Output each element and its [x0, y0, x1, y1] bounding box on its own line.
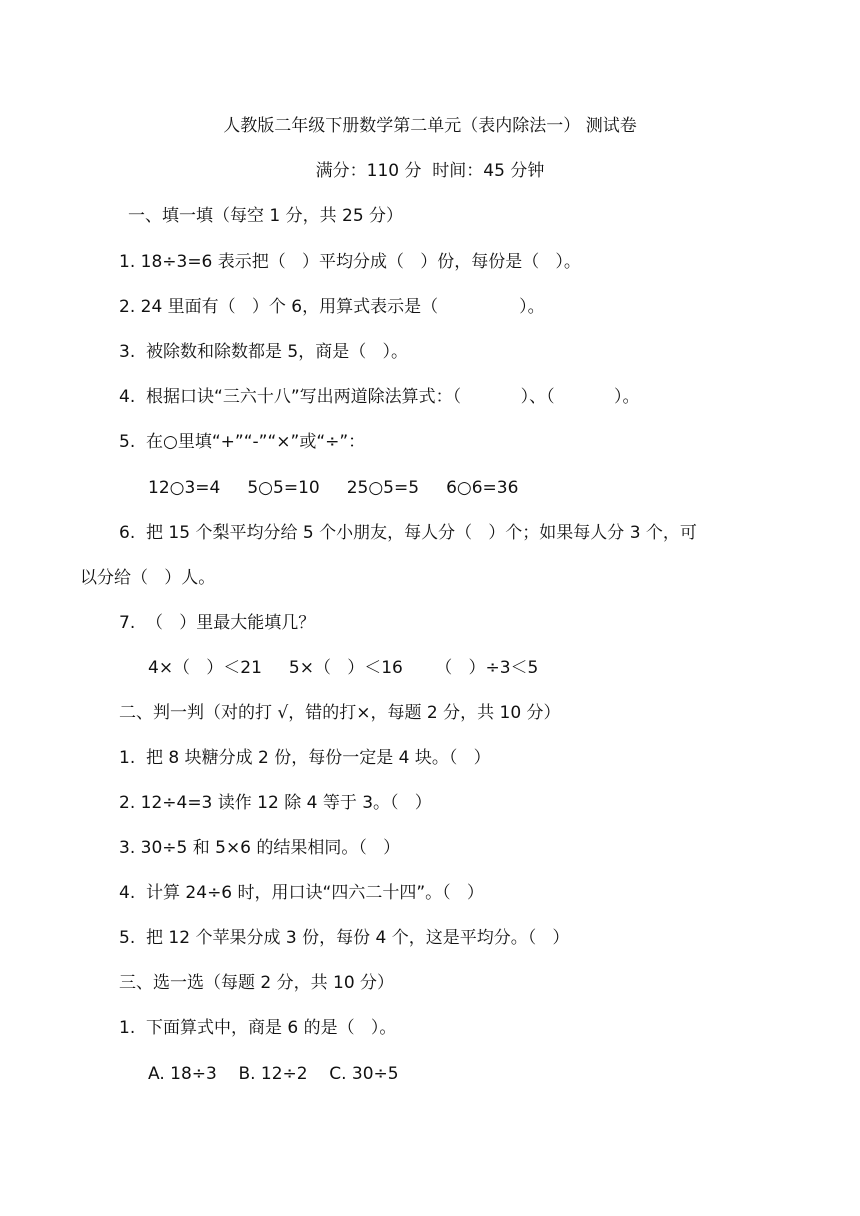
question-line: 4. 根据口诀“三六十八”写出两道除法算式：（ ）、（ ）。	[119, 387, 640, 407]
question-line: 4. 计算 24÷6 时，用口诀“四六二十四”。（ ）	[119, 883, 484, 903]
question-line: 7. （ ）里最大能填几？	[119, 613, 316, 633]
question-line-continued: 以分给（ ）人。	[80, 568, 216, 588]
question-line: 1. 下面算式中，商是 6 的是（ ）。	[119, 1018, 397, 1038]
question-subline: 12○3=4 5○5=10 25○5=5 6○6=36	[148, 478, 519, 498]
question-line: 1. 18÷3=6 表示把（ ）平均分成（ ）份，每份是（ ）。	[119, 252, 581, 272]
question-line: 3. 30÷5 和 5×6 的结果相同。（ ）	[119, 838, 401, 858]
question-line: 3. 被除数和除数都是 5，商是（ ）。	[119, 342, 408, 362]
question-line: 1. 把 8 块糖分成 2 份，每份一定是 4 块。（ ）	[119, 748, 491, 768]
question-line: 5. 在○里填“+”“-”“×”或“÷”：	[119, 432, 366, 452]
section-heading-fill-in: 一、填一填（每空 1 分，共 25 分）	[128, 206, 404, 226]
answer-options: A. 18÷3 B. 12÷2 C. 30÷5	[148, 1064, 399, 1084]
question-line: 5. 把 12 个苹果分成 3 份，每份 4 个，这是平均分。（ ）	[119, 928, 570, 948]
question-line: 2. 24 里面有（ ）个 6，用算式表示是（ ）。	[119, 297, 545, 317]
section-heading-multiple-choice: 三、选一选（每题 2 分，共 10 分）	[119, 973, 395, 993]
question-subline: 4×（ ）＜21 5×（ ）＜16 （ ）÷3＜5	[148, 658, 539, 678]
page-subtitle: 满分：110 分 时间：45 分钟	[315, 161, 545, 181]
page-title: 人教版二年级下册数学第二单元（表内除法一） 测试卷	[223, 116, 637, 136]
section-heading-true-false: 二、判一判（对的打 √，错的打×，每题 2 分，共 10 分）	[119, 703, 561, 723]
question-line: 6. 把 15 个梨平均分给 5 个小朋友，每人分（ ）个；如果每人分 3 个，可	[119, 523, 697, 543]
question-line: 2. 12÷4=3 读作 12 除 4 等于 3。（ ）	[119, 793, 432, 813]
